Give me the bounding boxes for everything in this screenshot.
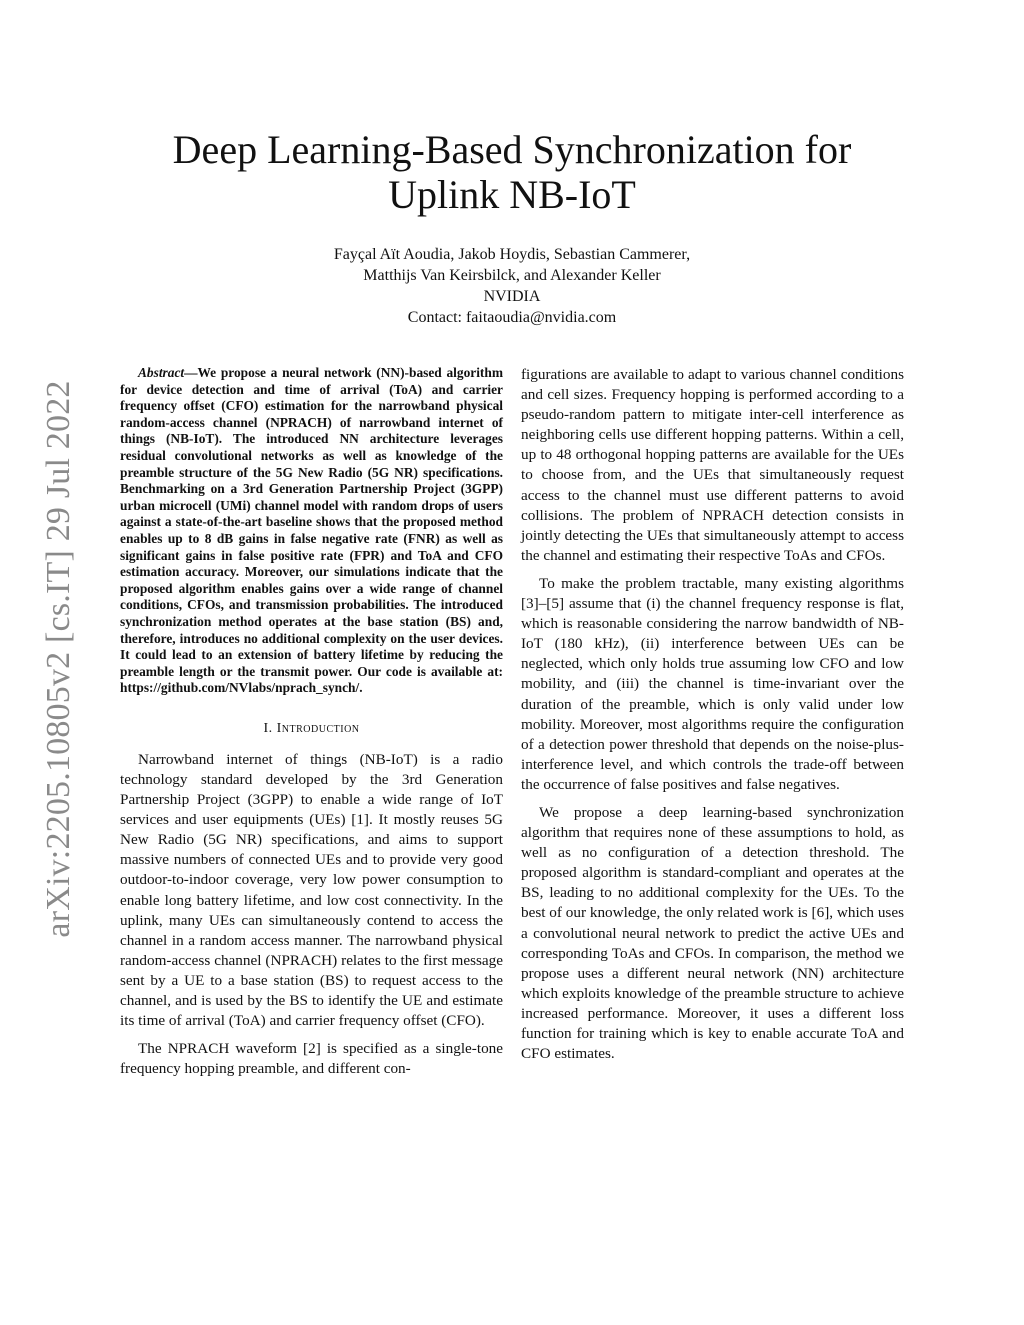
affiliation: NVIDIA [483,288,541,305]
section-title: Introduction [276,720,360,736]
right-column [521,365,904,1064]
abstract [120,365,503,697]
author-list-line-2: Matthijs Van Keirsbilck, and Alexander Keller [363,267,661,284]
paragraph: To make the problem tractable, many existing algorithms [3]–[5] assume that (i) the channel frequency response is flat, which is reasonable considering the narrow bandwidth of NB-IoT (180 kHz), (ii) interference between UEs can be neglected, which only holds true assuming low CFO and low mobility, and (iii) the channel is time-invariant over the duration of the preamble, which is only valid under low mobility. Moreover, most algorithms require the configuration of a detection power threshold that depends on the noise-plus-interference level, and which controls the trade-off between the occurrence of false positives and false negatives. [521,574,904,793]
section-heading-introduction [120,720,503,738]
arxiv-identifier: arXiv:2205.10805v2 [cs.IT] 29 Jul 2022 [40,380,77,938]
paper-title [112,127,912,217]
left-column [120,365,503,1079]
paragraph: Narrowband internet of things (NB-IoT) is a radio technology standard developed by the 3rd Generation Partnership Project (3GPP) to enable a wide range of IoT services and user equipments (UEs) [1]. It mostly reuses 5G New Radio (5G NR) specifications, and aims to support massive numbers of connected UEs and to provide very good outdoor-to-indoor coverage, very low power consumption to enable long battery lifetime, and low cost connectivity. In the uplink, many UEs can simultaneously contend to access the channel in a random access manner. The narrowband physical random-access channel (NPRACH) relates to the first message sent by a UE to a base station (BS) to request access to the channel, and is used by the BS to identify the UE and estimate its time of arrival (ToA) and carrier frequency offset (CFO). [120,750,503,1030]
contact-email: Contact: faitaoudia@nvidia.com [407,309,617,326]
abstract-text: —We propose a neural network (NN)-based algorithm for device detection and time of arrival (ToA) and carrier frequency offset (CFO) estimation for the narrowband physical random-access channel (NPRACH) of narrowband internet of things (NB-IoT). The introduced NN architecture leverages residual convolutional networks as well as knowledge of the preamble structure of the 5G New Radio (5G NR) specifications. Benchmarking on a 3rd Generation Partnership Project (3GPP) urban microcell (UMi) channel model with random drops of users against a state-of-the-art baseline shows that the proposed method enables up to 8 dB gains in false negative rate (FNR) as well as significant gains in false positive rate (FPR) and ToA and CFO estimation accuracy. Moreover, our simulations indicate that the proposed algorithm enables gains over a wide range of channel conditions, CFOs, and transmission probabilities. The introduced synchronization method operates at the base station (BS) and, therefore, introduces no additional complexity on the user devices. It could lead to an extension of battery lifetime by reducing the preamble length or the transmit power. Our code is available at: https://github.com/NVlabs/nprach_synch/. [120,365,503,696]
paragraph: We propose a deep learning-based synchronization algorithm that requires none of these assumptions to hold, as well as no configuration of a detection threshold. The proposed algorithm is standard-compliant and operates at the BS, leading to no additional complexity for the UEs. To the best of our knowledge, the only related work is [6], which uses a convolutional neural network to predict the active UEs and corresponding ToAs and CFOs. In comparison, the method we propose uses a different neural network (NN) architecture which exploits knowledge of the preamble structure to achieve increased performance. Moreover, it uses a different loss function for training which is key to enable accurate ToA and CFO estimates. [521,803,904,1063]
author-block [112,244,912,328]
title-line: Deep Learning-Based Synchronization for [172,127,852,172]
title-line: Uplink NB-IoT [388,172,636,217]
section-number: I. [263,720,277,736]
paragraph: The NPRACH waveform [2] is specified as a single-tone frequency hopping preamble, and different con- [120,1040,503,1078]
abstract-label: Abstract [138,365,185,380]
paragraph: figurations are available to adapt to various channel conditions and cell sizes. Frequency hopping is performed according to a pseudo-random pattern to mitigate inter-cell interference as neighboring cells use different hopping patterns. Within a cell, up to 48 orthogonal hopping patterns are available for the UEs to choose from, and the UEs that simultaneously request access to the channel must use different patterns to avoid collisions. The problem of NPRACH detection consists in jointly detecting the UEs that simultaneously attempt to access the channel and estimating their respective ToAs and CFOs. [521,366,904,564]
author-list-line-1: Fayçal Aït Aoudia, Jakob Hoydis, Sebastian Cammerer, [333,246,691,263]
